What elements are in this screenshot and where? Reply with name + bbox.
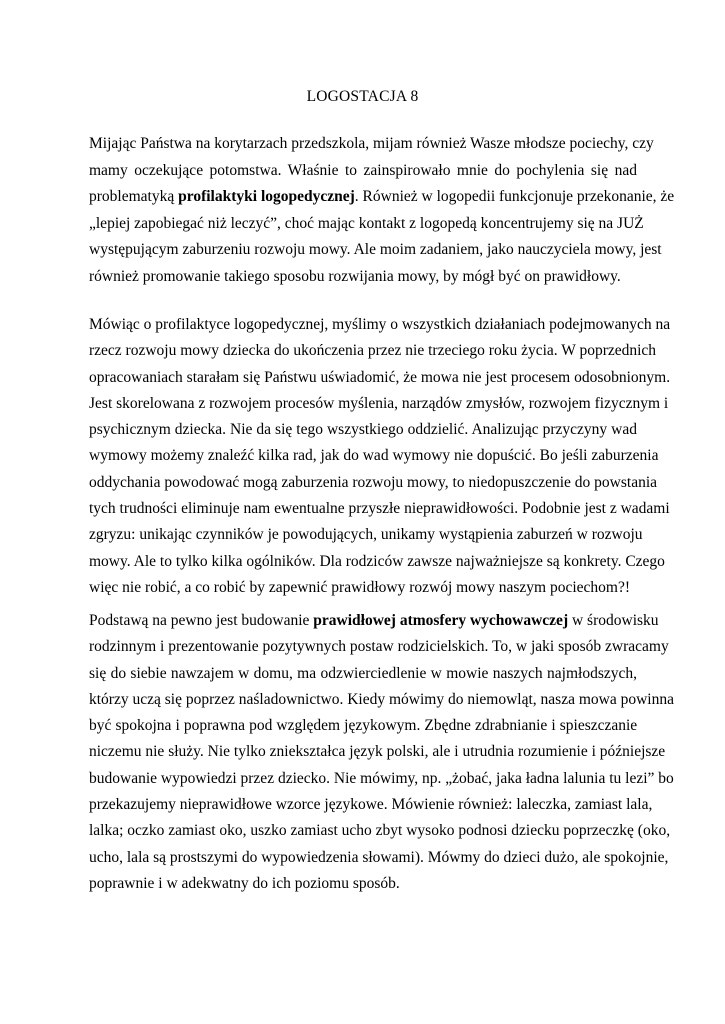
paragraph-line: oddychania powodować mogą zaburzenia rozwoju mowy, to niedopuszczenie do powstania: [89, 473, 658, 491]
paragraph-line: być spokojna i poprawna pod względem językowym. Zbędne zdrabnianie i spieszczanie: [89, 717, 638, 735]
paragraph-line: Jest skorelowana z rozwojem procesów myślenia, narządów zmysłów, rozwojem fizycznym i: [89, 394, 669, 412]
paragraph-1: [89, 131, 675, 290]
paragraph-line: zgryzu: unikając czynników je powodujących, unikamy wystąpienia zaburzeń w rozwoju: [89, 526, 643, 544]
text-run: Podstawą na pewno jest budowanie: [89, 612, 314, 629]
paragraph-line: Mijając Państwa na korytarzach przedszkola, mijam również Wasze młodsze pociechy, czy: [89, 135, 654, 152]
text-run: w środowisku: [568, 612, 659, 629]
paragraph-line: budowanie wypowiedzi przez dziecko. Nie mówimy, np. „żobać, jaka ładna lalunia tu lezi” bo: [89, 769, 674, 787]
paragraph-line: [89, 184, 675, 211]
paragraph-line: [89, 608, 659, 634]
paragraph-line: poprawnie i w adekwatny do ich poziomu sposób.: [89, 874, 400, 892]
paragraph-line: opracowaniach starałam się Państwu uświadomić, że mowa nie jest procesem odosobnionym.: [89, 368, 671, 386]
paragraph-3: [89, 608, 674, 897]
paragraph-line: mowy. Ale to tylko kilka ogólników. Dla rodziców zawsze najważniejsze są konkrety. Czego: [89, 552, 665, 570]
paragraph-line: występującym zaburzeniu rozwoju mowy. Ale moim zadaniem, jako nauczyciela mowy, jest: [89, 241, 662, 258]
paragraph-line: również promowanie takiego sposobu rozwijania mowy, by mógł być on prawidłowy.: [89, 267, 621, 285]
paragraph-2: [89, 312, 671, 601]
bold-term: prawidłowej atmosfery wychowawczej: [313, 612, 569, 629]
paragraph-line: mamy oczekujące potomstwa. Właśnie to zainspirowało mnie do pochylenia się nad: [89, 161, 637, 179]
paragraph-line: wymowy możemy znaleźć kilka rad, jak do wad wymowy nie dopuścić. Bo jeśli zaburzenia: [89, 447, 659, 465]
paragraph-line: więc nie robić, a co robić by zapewnić prawidłowy rozwój mowy naszym pociechom?!: [89, 578, 631, 596]
paragraph-line: tych trudności eliminuje nam ewentualne przyszłe nieprawidłowości. Podobnie jest z wadami: [89, 500, 670, 518]
paragraph-line: którzy uczą się poprzez naśladownictwo. Kiedy mówimy do niemowląt, nasza mowa powinna: [89, 690, 674, 708]
paragraph-line: ucho, lala są prostszymi do wypowiedzenia słowami). Mówmy do dzieci dużo, ale spokojnie,: [89, 848, 669, 866]
paragraph-line: psychicznym dziecka. Nie da się tego wszystkiego oddzielić. Analizując przyczyny wad: [89, 421, 637, 439]
text-run: problematyką: [89, 188, 179, 205]
paragraph-line: rzecz rozwoju mowy dziecka do ukończenia przez nie trzeciego roku życia. W poprzednich: [89, 342, 657, 360]
paragraph-line: się do siebie nawzajem w domu, ma odzwierciedlenie w mowie naszych najmłodszych,: [89, 664, 637, 682]
paragraph-line: rodzinnym i prezentowanie pozytywnych postaw rodzicielskich. To, w jaki sposób zwracamy: [89, 638, 669, 656]
text-run: . Również w logopedii funkcjonuje przekonanie, że: [354, 188, 675, 205]
paragraph-line: „lepiej zapobiegać niż leczyć”, choć mając kontakt z logopedą koncentrujemy się na JUŻ: [89, 214, 644, 232]
paragraph-line: niczemu nie służy. Nie tylko zniekształca język polski, ale i utrudnia rozumienie i późniejsze: [89, 743, 666, 761]
paragraph-line: przekazujemy nieprawidłowe wzorce językowe. Mówienie również: laleczka, zamiast lala,: [89, 796, 653, 814]
paragraph-line: lalka; oczko zamiast oko, uszko zamiast ucho zbyt wysoko podnosi dziecku poprzeczkę (oko,: [89, 822, 671, 840]
paragraph-line: Mówiąc o profilaktyce logopedycznej, myślimy o wszystkich działaniach podejmowanych na: [89, 316, 671, 333]
document-title: LOGOSTACJA 8: [306, 88, 419, 105]
bold-term: profilaktyki logopedycznej: [178, 188, 355, 205]
